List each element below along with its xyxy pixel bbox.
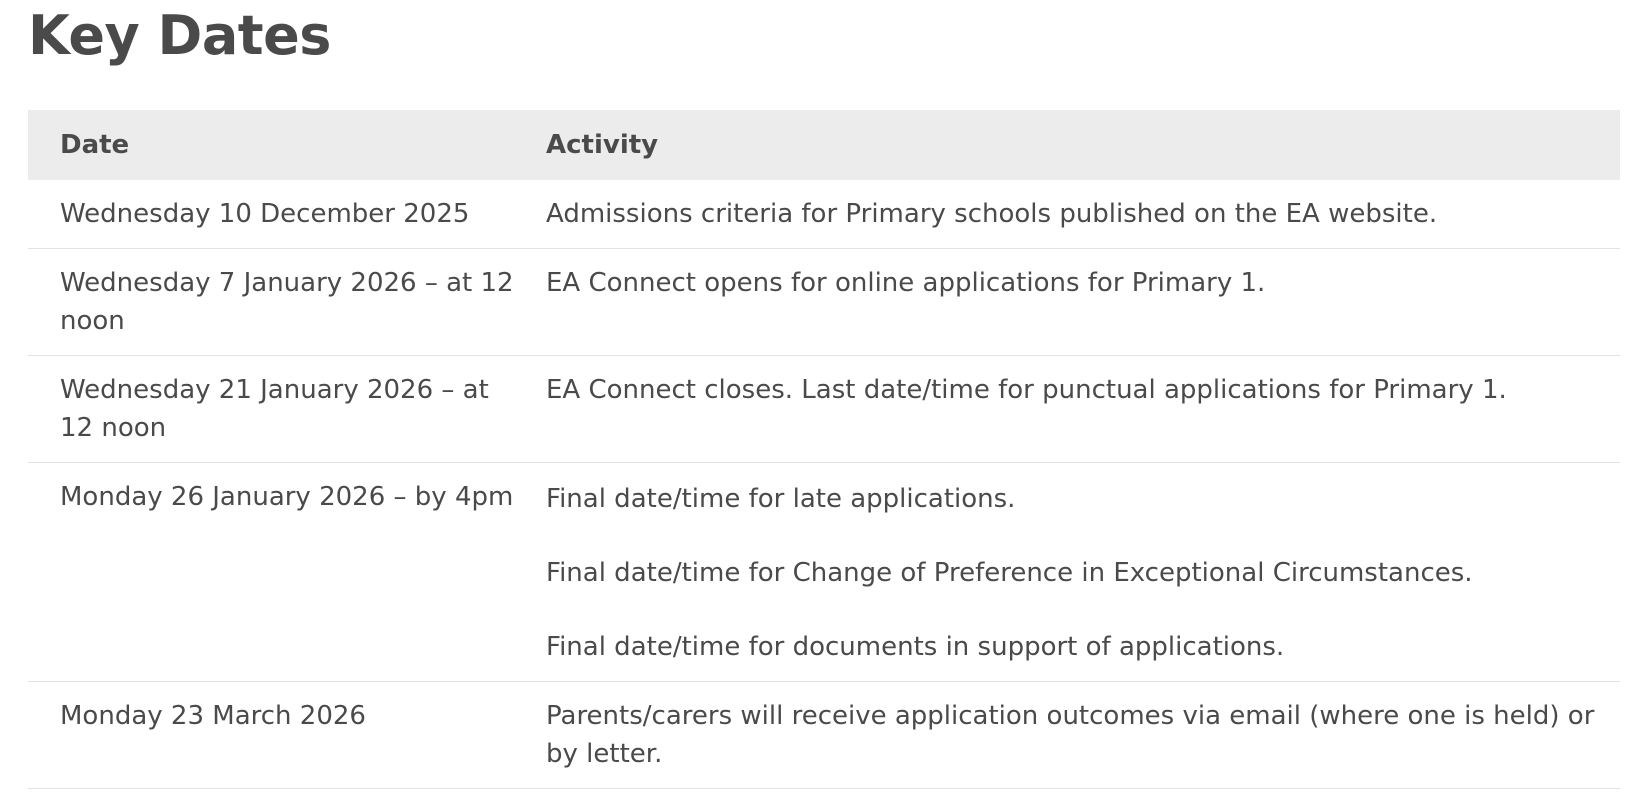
table-body [28,180,1620,789]
page-title: Key Dates [28,4,331,67]
key-dates-table [28,110,1620,789]
table-header-row [28,110,1620,180]
table-row [28,682,1620,789]
date-cell: Wednesday 7 January 2026 – at 12 noon [28,249,546,356]
activity-text: Final date/time for documents in support of applications. [546,632,1285,662]
column-header-date: Date [28,110,546,180]
activity-cell [546,682,1620,789]
date-cell: Wednesday 10 December 2025 [28,180,546,249]
activity-cell [546,180,1620,249]
table-row [28,180,1620,249]
table-row [28,249,1620,356]
table-row [28,463,1620,682]
date-cell: Monday 26 January 2026 – by 4pm [28,463,546,682]
activity-text: Final date/time for late applications. [546,484,1016,514]
activity-text: Admissions criteria for Primary schools published on the EA website. [546,199,1438,229]
activity-cell [546,249,1620,356]
activity-text: Parents/carers will receive application outcomes via email (where one is held) or by letter. [546,701,1595,769]
date-cell: Wednesday 21 January 2026 – at 12 noon [28,356,546,463]
activity-text: Final date/time for Change of Preference in Exceptional Circumstances. [546,558,1473,588]
activity-text: EA Connect opens for online applications for Primary 1. [546,268,1266,298]
activity-text: EA Connect closes. Last date/time for punctual applications for Primary 1. [546,375,1507,405]
table-header [28,110,1620,180]
column-header-activity: Activity [546,110,1620,180]
activity-cell [546,463,1620,682]
date-cell: Monday 23 March 2026 [28,682,546,789]
activity-cell [546,356,1620,463]
table-row [28,356,1620,463]
